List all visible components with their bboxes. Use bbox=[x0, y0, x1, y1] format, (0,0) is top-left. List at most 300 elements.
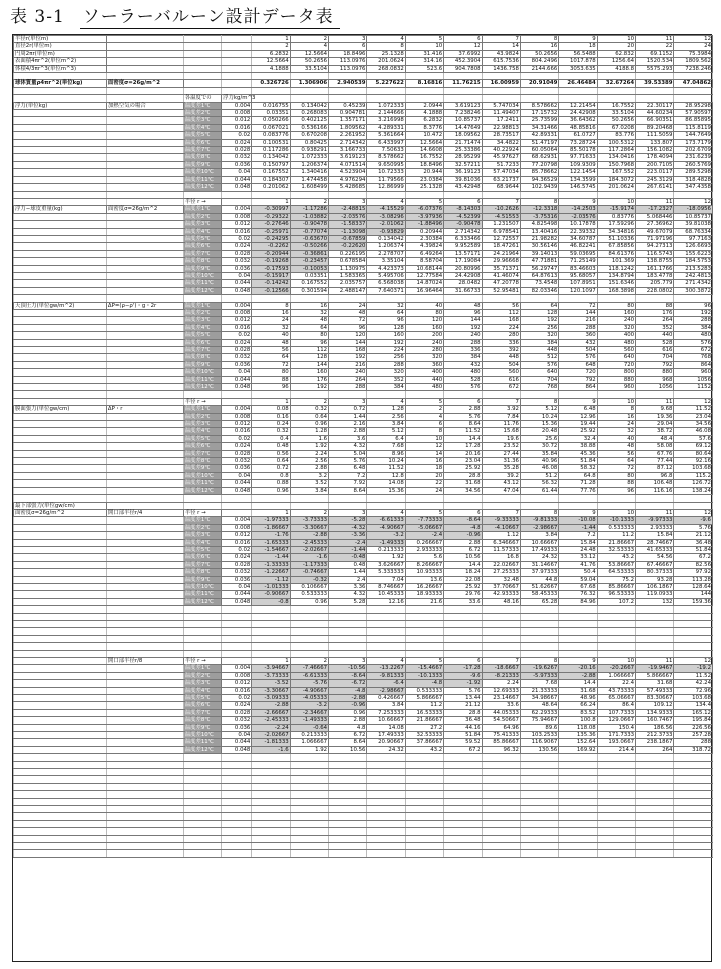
table-cell[interactable] bbox=[405, 635, 443, 642]
table-cell[interactable] bbox=[222, 613, 252, 620]
table-cell[interactable] bbox=[106, 805, 183, 812]
table-cell[interactable] bbox=[520, 828, 558, 835]
table-cell[interactable] bbox=[222, 606, 252, 613]
table-cell[interactable]: 86.4 bbox=[597, 702, 635, 709]
table-cell[interactable] bbox=[367, 495, 405, 502]
table-cell[interactable]: 半径r(単位m) bbox=[14, 36, 107, 43]
table-cell[interactable] bbox=[106, 643, 183, 650]
table-cell[interactable]: 51.84 bbox=[674, 546, 713, 553]
table-cell[interactable] bbox=[183, 754, 221, 761]
table-cell[interactable] bbox=[597, 783, 635, 790]
table-cell[interactable]: 0.050266 bbox=[252, 117, 290, 124]
table-cell[interactable]: 64.96 bbox=[482, 724, 520, 731]
table-cell[interactable]: -0.14242 bbox=[252, 280, 290, 287]
table-cell[interactable]: 0.167552 bbox=[290, 280, 328, 287]
table-cell[interactable] bbox=[14, 272, 107, 279]
table-cell[interactable] bbox=[106, 421, 183, 428]
table-cell[interactable]: 32 bbox=[252, 324, 290, 331]
table-cell[interactable]: -2.98667 bbox=[520, 524, 558, 531]
table-cell[interactable]: -2.88 bbox=[559, 672, 597, 679]
table-cell[interactable]: 2.035757 bbox=[329, 280, 367, 287]
table-cell[interactable] bbox=[106, 842, 183, 849]
table-cell[interactable]: 504 bbox=[482, 361, 520, 368]
table-cell[interactable] bbox=[14, 546, 107, 553]
table-cell[interactable]: 25.33386 bbox=[444, 147, 482, 154]
table-cell[interactable]: 117.2864 bbox=[597, 147, 635, 154]
table-cell[interactable]: -1.88496 bbox=[405, 221, 443, 228]
table-cell[interactable] bbox=[14, 117, 107, 124]
table-cell[interactable]: 9.68 bbox=[636, 406, 674, 413]
table-cell[interactable] bbox=[405, 805, 443, 812]
table-cell[interactable] bbox=[367, 850, 405, 857]
table-cell[interactable]: 8.578662 bbox=[367, 154, 405, 161]
table-cell[interactable]: 6.2832 bbox=[252, 50, 290, 57]
table-cell[interactable]: 11.52 bbox=[444, 428, 482, 435]
table-cell[interactable] bbox=[367, 798, 405, 805]
table-cell[interactable]: 8.3776 bbox=[405, 124, 443, 131]
table-cell[interactable] bbox=[636, 798, 674, 805]
table-cell[interactable]: 0.036 bbox=[222, 576, 252, 583]
table-cell[interactable] bbox=[106, 347, 183, 354]
table-cell[interactable]: 球体質量ρ4πr^2(単位kg) bbox=[14, 80, 107, 87]
table-cell[interactable]: -2.88 bbox=[329, 694, 367, 701]
table-cell[interactable]: 41.65333 bbox=[636, 546, 674, 553]
table-cell[interactable]: 111.5059 bbox=[636, 132, 674, 139]
table-cell[interactable] bbox=[444, 791, 482, 798]
table-cell[interactable]: 95.68057 bbox=[559, 272, 597, 279]
table-cell[interactable] bbox=[329, 650, 367, 657]
table-cell[interactable]: -3.36 bbox=[329, 532, 367, 539]
table-cell[interactable]: -6.72 bbox=[329, 680, 367, 687]
table-cell[interactable] bbox=[290, 495, 328, 502]
table-cell[interactable]: 0.016 bbox=[222, 539, 252, 546]
table-cell[interactable] bbox=[14, 842, 107, 849]
table-cell[interactable] bbox=[367, 295, 405, 302]
table-cell[interactable] bbox=[14, 643, 107, 650]
table-cell[interactable] bbox=[252, 783, 290, 790]
table-cell[interactable]: 160 bbox=[597, 309, 635, 316]
table-cell[interactable]: -1.01333 bbox=[252, 583, 290, 590]
table-cell[interactable] bbox=[290, 820, 328, 827]
table-cell[interactable]: 20.90667 bbox=[367, 739, 405, 746]
table-cell[interactable] bbox=[14, 650, 107, 657]
table-cell[interactable] bbox=[405, 620, 443, 627]
table-cell[interactable]: 7 bbox=[482, 657, 520, 664]
table-cell[interactable]: -0.63670 bbox=[290, 235, 328, 242]
table-cell[interactable]: 126.6693 bbox=[674, 243, 713, 250]
table-cell[interactable]: 60.05064 bbox=[520, 147, 558, 154]
table-cell[interactable]: -0.15917 bbox=[252, 272, 290, 279]
table-cell[interactable]: 8 bbox=[520, 36, 558, 43]
table-cell[interactable]: 温度差6℃ bbox=[183, 139, 221, 146]
table-cell[interactable] bbox=[329, 495, 367, 502]
table-cell[interactable] bbox=[290, 798, 328, 805]
table-cell[interactable] bbox=[106, 265, 183, 272]
table-cell[interactable]: 16.53333 bbox=[405, 709, 443, 716]
table-cell[interactable]: 31.416 bbox=[405, 50, 443, 57]
table-cell[interactable] bbox=[559, 828, 597, 835]
table-cell[interactable] bbox=[329, 798, 367, 805]
table-cell[interactable] bbox=[183, 783, 221, 790]
table-cell[interactable]: 6.333466 bbox=[444, 235, 482, 242]
table-cell[interactable]: -3.2 bbox=[367, 532, 405, 539]
table-cell[interactable]: 0.016 bbox=[222, 228, 252, 235]
table-cell[interactable] bbox=[482, 650, 520, 657]
table-cell[interactable] bbox=[222, 198, 252, 205]
table-cell[interactable]: 8 bbox=[520, 657, 558, 664]
table-cell[interactable]: 温度差1℃ bbox=[183, 302, 221, 309]
table-cell[interactable]: 5.6 bbox=[405, 554, 443, 561]
table-cell[interactable]: -1.13098 bbox=[329, 228, 367, 235]
table-cell[interactable] bbox=[14, 139, 107, 146]
table-cell[interactable]: 96.53333 bbox=[597, 591, 635, 598]
table-cell[interactable]: 268.0832 bbox=[367, 65, 405, 72]
table-cell[interactable] bbox=[106, 184, 183, 191]
table-cell[interactable]: 54.50667 bbox=[482, 717, 520, 724]
table-cell[interactable]: 69.12 bbox=[674, 443, 713, 450]
table-cell[interactable] bbox=[444, 73, 482, 80]
table-cell[interactable]: 24 bbox=[252, 317, 290, 324]
table-cell[interactable] bbox=[482, 850, 520, 857]
table-cell[interactable] bbox=[183, 798, 221, 805]
table-cell[interactable]: -4.90667 bbox=[290, 687, 328, 694]
table-cell[interactable]: 1.28 bbox=[367, 406, 405, 413]
table-cell[interactable]: 256 bbox=[520, 324, 558, 331]
table-cell[interactable]: 0.028 bbox=[222, 250, 252, 257]
table-cell[interactable] bbox=[183, 820, 221, 827]
table-cell[interactable]: 20 bbox=[405, 472, 443, 479]
table-cell[interactable]: 42.24 bbox=[674, 680, 713, 687]
table-cell[interactable]: -6.61333 bbox=[290, 672, 328, 679]
table-cell[interactable] bbox=[482, 820, 520, 827]
table-cell[interactable]: 1 bbox=[252, 198, 290, 205]
table-cell[interactable]: 7.92 bbox=[329, 480, 367, 487]
table-cell[interactable]: 温度差3℃ bbox=[183, 221, 221, 228]
table-cell[interactable]: 36.48 bbox=[674, 539, 713, 546]
table-cell[interactable]: 温度差8℃ bbox=[183, 258, 221, 265]
table-cell[interactable]: -4.8 bbox=[329, 687, 367, 694]
table-cell[interactable]: 0.213333 bbox=[290, 731, 328, 738]
table-cell[interactable] bbox=[597, 776, 635, 783]
table-cell[interactable]: 10 bbox=[597, 198, 635, 205]
table-cell[interactable] bbox=[597, 791, 635, 798]
table-cell[interactable] bbox=[444, 761, 482, 768]
table-cell[interactable]: -2.98667 bbox=[367, 687, 405, 694]
table-cell[interactable]: 18.8496 bbox=[405, 161, 443, 168]
table-cell[interactable]: -3.97936 bbox=[405, 213, 443, 220]
table-cell[interactable] bbox=[106, 620, 183, 627]
table-cell[interactable] bbox=[14, 472, 107, 479]
table-cell[interactable]: 240 bbox=[405, 339, 443, 346]
table-cell[interactable] bbox=[636, 650, 674, 657]
table-cell[interactable]: 11 bbox=[636, 398, 674, 405]
table-cell[interactable]: 6.568038 bbox=[367, 280, 405, 287]
table-cell[interactable] bbox=[636, 606, 674, 613]
table-cell[interactable] bbox=[405, 650, 443, 657]
table-cell[interactable]: 23.52 bbox=[482, 443, 520, 450]
table-cell[interactable]: 116.9067 bbox=[520, 739, 558, 746]
table-cell[interactable]: 320 bbox=[367, 369, 405, 376]
table-cell[interactable]: 96.32 bbox=[482, 746, 520, 753]
table-cell[interactable] bbox=[222, 813, 252, 820]
table-cell[interactable] bbox=[520, 628, 558, 635]
table-cell[interactable]: 0.904781 bbox=[329, 110, 367, 117]
table-cell[interactable] bbox=[329, 805, 367, 812]
table-cell[interactable]: 134.9333 bbox=[636, 709, 674, 716]
table-cell[interactable]: 71.25149 bbox=[559, 258, 597, 265]
table-cell[interactable]: 184.5753 bbox=[674, 258, 713, 265]
table-cell[interactable]: 67.76 bbox=[636, 450, 674, 457]
table-cell[interactable] bbox=[482, 391, 520, 398]
table-cell[interactable] bbox=[14, 243, 107, 250]
table-cell[interactable] bbox=[482, 783, 520, 790]
table-cell[interactable] bbox=[329, 820, 367, 827]
table-cell[interactable] bbox=[106, 250, 183, 257]
table-cell[interactable] bbox=[14, 828, 107, 835]
table-cell[interactable] bbox=[106, 465, 183, 472]
table-cell[interactable]: 205.779 bbox=[636, 280, 674, 287]
table-cell[interactable]: 31.68 bbox=[636, 680, 674, 687]
table-cell[interactable]: 6 bbox=[444, 509, 482, 516]
table-cell[interactable]: -5.06667 bbox=[405, 524, 443, 531]
table-cell[interactable]: 温度差2℃ bbox=[183, 524, 221, 531]
table-cell[interactable] bbox=[14, 620, 107, 627]
table-cell[interactable] bbox=[252, 761, 290, 768]
table-cell[interactable]: 22.08 bbox=[444, 576, 482, 583]
table-cell[interactable] bbox=[559, 495, 597, 502]
table-cell[interactable]: 20 bbox=[597, 43, 635, 50]
table-cell[interactable]: 1.357171 bbox=[329, 117, 367, 124]
table-cell[interactable] bbox=[367, 754, 405, 761]
table-cell[interactable]: -1.49333 bbox=[367, 539, 405, 546]
table-cell[interactable]: 48 bbox=[444, 302, 482, 309]
table-cell[interactable]: 71.28 bbox=[559, 480, 597, 487]
table-cell[interactable] bbox=[183, 502, 221, 509]
table-cell[interactable]: 1.474458 bbox=[290, 176, 328, 183]
table-cell[interactable]: 67.85856 bbox=[597, 243, 635, 250]
table-cell[interactable] bbox=[367, 391, 405, 398]
table-cell[interactable]: -9.81333 bbox=[520, 517, 558, 524]
table-cell[interactable]: 83.52 bbox=[559, 709, 597, 716]
table-cell[interactable]: 温度差11℃ bbox=[183, 376, 221, 383]
table-cell[interactable]: -0.74667 bbox=[290, 569, 328, 576]
table-cell[interactable]: 浮力(単位kg) bbox=[14, 102, 107, 109]
table-cell[interactable]: 22.39332 bbox=[559, 228, 597, 235]
table-cell[interactable]: -19.2 bbox=[674, 665, 713, 672]
table-cell[interactable]: 46.08 bbox=[520, 465, 558, 472]
table-cell[interactable] bbox=[482, 191, 520, 198]
table-cell[interactable] bbox=[559, 635, 597, 642]
table-cell[interactable] bbox=[106, 295, 183, 302]
table-cell[interactable]: 14.87024 bbox=[405, 280, 443, 287]
table-cell[interactable]: 温度差12℃ bbox=[183, 487, 221, 494]
table-cell[interactable]: 8 bbox=[252, 302, 290, 309]
table-cell[interactable]: 5.068446 bbox=[636, 213, 674, 220]
table-cell[interactable]: 0.8 bbox=[252, 472, 290, 479]
table-cell[interactable]: 5.12 bbox=[367, 428, 405, 435]
table-cell[interactable]: 0.08 bbox=[252, 406, 290, 413]
table-cell[interactable]: 155.6223 bbox=[674, 250, 713, 257]
table-cell[interactable]: 36.64362 bbox=[559, 117, 597, 124]
table-cell[interactable]: 5.333333 bbox=[367, 569, 405, 576]
table-cell[interactable] bbox=[183, 805, 221, 812]
table-cell[interactable]: 0.64 bbox=[290, 413, 328, 420]
table-cell[interactable] bbox=[106, 524, 183, 531]
table-cell[interactable] bbox=[559, 295, 597, 302]
table-cell[interactable] bbox=[183, 613, 221, 620]
table-cell[interactable]: 67.0208 bbox=[597, 124, 635, 131]
table-cell[interactable]: 150.4 bbox=[597, 724, 635, 731]
table-cell[interactable]: 100.8 bbox=[559, 717, 597, 724]
table-cell[interactable]: 14 bbox=[405, 450, 443, 457]
table-cell[interactable]: 0.64 bbox=[252, 458, 290, 465]
table-cell[interactable]: -5.76 bbox=[290, 680, 328, 687]
table-cell[interactable] bbox=[106, 487, 183, 494]
table-cell[interactable] bbox=[559, 502, 597, 509]
table-cell[interactable] bbox=[329, 842, 367, 849]
table-cell[interactable]: 26.46484 bbox=[559, 80, 597, 87]
table-cell[interactable]: 169.92 bbox=[559, 746, 597, 753]
table-cell[interactable]: 0.008 bbox=[222, 413, 252, 420]
table-cell[interactable]: -2.03576 bbox=[559, 213, 597, 220]
table-cell[interactable]: 72 bbox=[252, 361, 290, 368]
table-cell[interactable] bbox=[252, 635, 290, 642]
table-cell[interactable]: 0.533333 bbox=[597, 524, 635, 531]
table-cell[interactable] bbox=[106, 132, 183, 139]
table-cell[interactable]: -1.58337 bbox=[329, 221, 367, 228]
table-cell[interactable]: 11.52 bbox=[674, 672, 713, 679]
table-cell[interactable]: 2 bbox=[290, 657, 328, 664]
table-cell[interactable] bbox=[14, 287, 107, 294]
table-cell[interactable]: 50.2656 bbox=[597, 117, 635, 124]
table-cell[interactable]: 2.940539 bbox=[329, 80, 367, 87]
table-cell[interactable]: 65.06667 bbox=[597, 694, 635, 701]
table-cell[interactable]: 64 bbox=[520, 302, 558, 309]
table-cell[interactable] bbox=[14, 739, 107, 746]
table-cell[interactable]: 20.80996 bbox=[444, 265, 482, 272]
table-cell[interactable]: 0.670208 bbox=[290, 132, 328, 139]
table-cell[interactable]: 31.66733 bbox=[444, 287, 482, 294]
table-cell[interactable]: 73.28724 bbox=[559, 139, 597, 146]
table-cell[interactable] bbox=[674, 754, 713, 761]
table-cell[interactable]: 2.88 bbox=[329, 717, 367, 724]
table-cell[interactable]: 0.032 bbox=[222, 569, 252, 576]
table-cell[interactable] bbox=[106, 391, 183, 398]
table-cell[interactable]: 6.346667 bbox=[482, 539, 520, 546]
table-cell[interactable]: 257.28 bbox=[674, 731, 713, 738]
table-cell[interactable] bbox=[252, 191, 290, 198]
table-cell[interactable] bbox=[183, 73, 221, 80]
table-cell[interactable]: 0.024 bbox=[222, 139, 252, 146]
table-cell[interactable]: 2.16 bbox=[329, 421, 367, 428]
table-cell[interactable] bbox=[14, 569, 107, 576]
table-cell[interactable] bbox=[222, 828, 252, 835]
table-cell[interactable]: 2.24 bbox=[290, 450, 328, 457]
table-cell[interactable] bbox=[367, 791, 405, 798]
table-cell[interactable] bbox=[367, 820, 405, 827]
table-cell[interactable] bbox=[329, 73, 367, 80]
table-cell[interactable]: -0.67859 bbox=[329, 235, 367, 242]
table-cell[interactable]: 19.36 bbox=[636, 413, 674, 420]
table-cell[interactable]: 3.619123 bbox=[444, 102, 482, 109]
table-cell[interactable]: -2.02667 bbox=[290, 546, 328, 553]
table-cell[interactable] bbox=[14, 672, 107, 679]
table-cell[interactable]: 0.008 bbox=[222, 309, 252, 316]
table-cell[interactable]: 11.76215 bbox=[444, 80, 482, 87]
table-cell[interactable] bbox=[597, 650, 635, 657]
table-cell[interactable] bbox=[405, 87, 443, 94]
table-cell[interactable]: 5.866667 bbox=[405, 694, 443, 701]
table-cell[interactable]: 122.1454 bbox=[559, 169, 597, 176]
table-cell[interactable]: -2.88 bbox=[290, 532, 328, 539]
table-cell[interactable]: -0.27646 bbox=[252, 221, 290, 228]
table-cell[interactable]: 85.86667 bbox=[597, 583, 635, 590]
table-cell[interactable]: 2.93333 bbox=[636, 524, 674, 531]
table-cell[interactable]: 39.2 bbox=[482, 472, 520, 479]
table-cell[interactable] bbox=[106, 731, 183, 738]
table-cell[interactable] bbox=[674, 842, 713, 849]
table-cell[interactable]: 4.976294 bbox=[329, 176, 367, 183]
table-cell[interactable] bbox=[520, 635, 558, 642]
table-cell[interactable]: 1256.64 bbox=[597, 58, 635, 65]
table-cell[interactable]: 温度差7℃ bbox=[183, 147, 221, 154]
table-cell[interactable]: 57.47034 bbox=[482, 169, 520, 176]
table-cell[interactable]: 31.68 bbox=[559, 687, 597, 694]
table-cell[interactable] bbox=[329, 620, 367, 627]
table-cell[interactable]: 24.32 bbox=[520, 554, 558, 561]
table-cell[interactable]: 672 bbox=[674, 347, 713, 354]
table-cell[interactable]: 4 bbox=[367, 198, 405, 205]
table-cell[interactable]: 288 bbox=[444, 339, 482, 346]
table-cell[interactable]: 176 bbox=[290, 376, 328, 383]
table-cell[interactable] bbox=[520, 761, 558, 768]
table-cell[interactable] bbox=[559, 813, 597, 820]
table-cell[interactable]: 448 bbox=[520, 347, 558, 354]
table-cell[interactable] bbox=[183, 43, 221, 50]
table-cell[interactable]: 648 bbox=[559, 361, 597, 368]
table-cell[interactable]: 温度差4℃ bbox=[183, 324, 221, 331]
table-cell[interactable]: 1.130975 bbox=[329, 265, 367, 272]
table-cell[interactable]: 192 bbox=[329, 354, 367, 361]
table-cell[interactable] bbox=[14, 391, 107, 398]
table-cell[interactable]: 640 bbox=[520, 369, 558, 376]
table-cell[interactable] bbox=[329, 613, 367, 620]
table-cell[interactable]: 温度差7℃ bbox=[183, 561, 221, 568]
table-cell[interactable]: 17.59296 bbox=[597, 221, 635, 228]
table-cell[interactable]: 17.49333 bbox=[367, 731, 405, 738]
table-cell[interactable]: 3.84 bbox=[367, 702, 405, 709]
table-cell[interactable]: 温度差7℃ bbox=[183, 709, 221, 716]
table-cell[interactable] bbox=[14, 384, 107, 391]
table-cell[interactable]: -3.09333 bbox=[252, 694, 290, 701]
table-cell[interactable]: 144 bbox=[290, 361, 328, 368]
table-cell[interactable]: 2.144666 bbox=[367, 110, 405, 117]
table-cell[interactable] bbox=[252, 828, 290, 835]
table-cell[interactable] bbox=[14, 228, 107, 235]
table-cell[interactable]: 96 bbox=[329, 324, 367, 331]
table-cell[interactable]: 5 bbox=[405, 509, 443, 516]
table-cell[interactable]: 半径 r → bbox=[183, 657, 221, 664]
table-cell[interactable]: 4.825498 bbox=[520, 221, 558, 228]
table-cell[interactable]: -2.34667 bbox=[290, 709, 328, 716]
table-cell[interactable]: -13.2267 bbox=[367, 665, 405, 672]
table-cell[interactable] bbox=[183, 761, 221, 768]
table-cell[interactable]: 5 bbox=[405, 398, 443, 405]
table-cell[interactable]: 68.62931 bbox=[520, 154, 558, 161]
table-cell[interactable]: 0.008 bbox=[222, 672, 252, 679]
table-cell[interactable]: 318.72 bbox=[674, 746, 713, 753]
table-cell[interactable]: 24 bbox=[597, 421, 635, 428]
